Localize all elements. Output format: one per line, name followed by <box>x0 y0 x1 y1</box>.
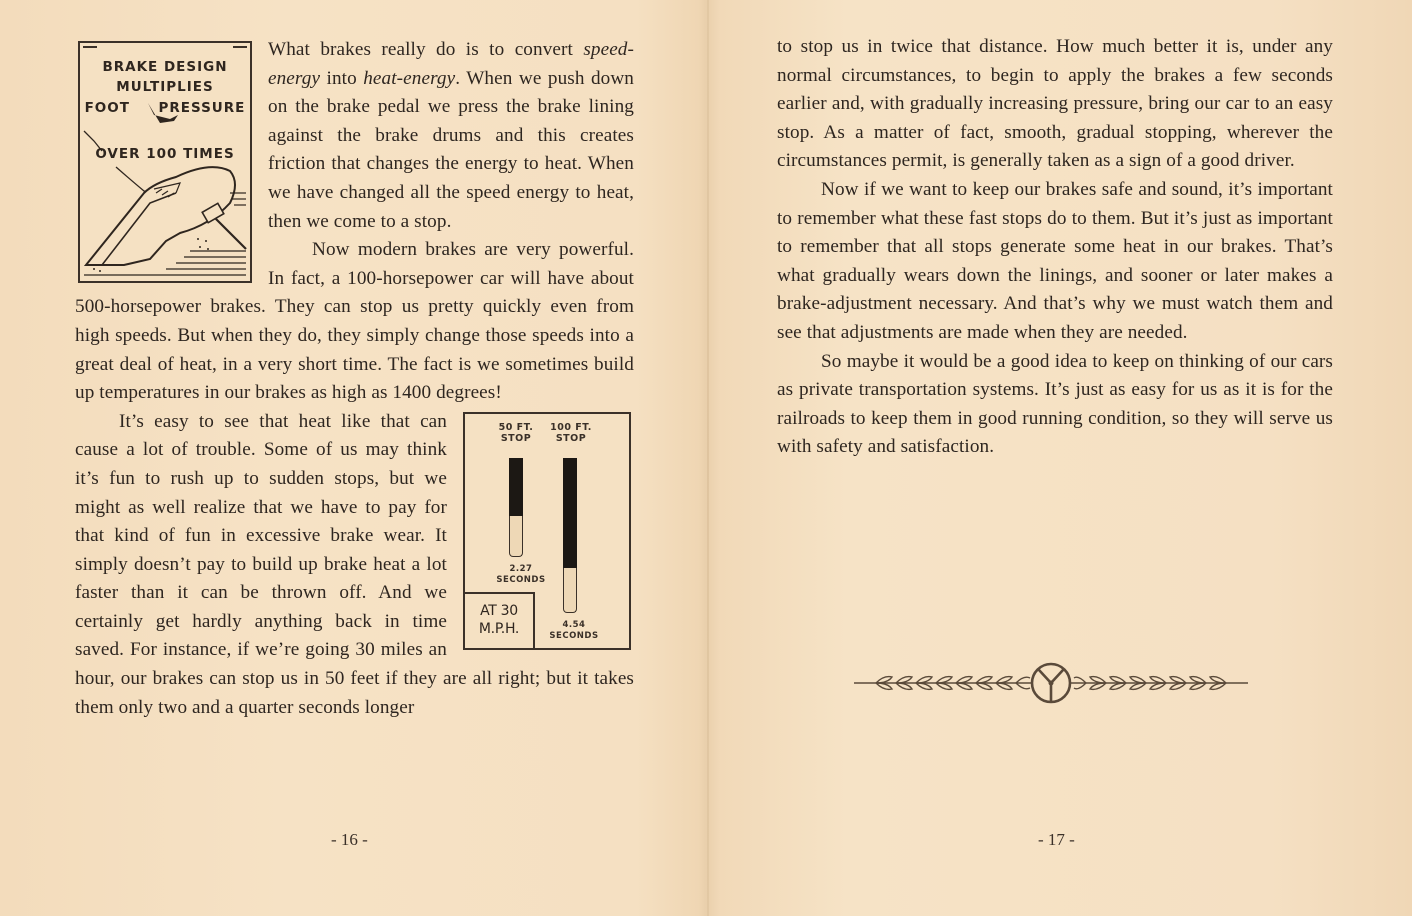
bar-label-line: 100 FT. <box>550 421 592 433</box>
bar-50ft-pencil-tip <box>509 516 523 557</box>
illustration-caption-line: MULTIPLIES <box>116 79 214 95</box>
speed-condition-label <box>465 602 533 638</box>
bar-label-line: STOP <box>500 432 532 444</box>
time-label-227 <box>489 564 553 586</box>
time-value: 4.54 <box>562 619 586 630</box>
text-span: into <box>320 67 364 89</box>
bar-label-100ft <box>549 422 593 444</box>
illustration-caption-line: FOOT PRESSURE <box>84 100 246 116</box>
bar-100ft-stop <box>563 458 577 568</box>
speed-line: M.P.H. <box>478 620 520 637</box>
illustration-caption-line: BRAKE DESIGN <box>102 59 228 75</box>
bar-label-50ft <box>495 422 537 444</box>
speed-line: AT 30 <box>480 602 518 619</box>
emphasis-speed-energy: speed-energy <box>268 39 634 89</box>
left-text-column <box>75 36 634 722</box>
speed-condition-box <box>465 592 535 648</box>
paragraph-gradual-stopping: to stop us in twice that distance. How much better it is, under any normal circumstances, to begin to apply the brakes a few seconds earlier and, with gradually increasing pressure, bring our car to an easy stop. As a matter of fact, smooth, gradual stopping, wherever the circumstances permit, is generally taken as a sign of a good driver. <box>777 36 1333 172</box>
steering-wheel-ornament-icon <box>846 650 1256 710</box>
time-value: 2.27 <box>509 563 533 574</box>
paragraph-transportation-systems: So maybe it would be a good idea to keep on thinking of our cars as private transportation systems. It’s just as easy for us as it is for the railroads to keep them in good running condition, so they will serve us with safety and satisfaction. <box>777 350 1333 458</box>
illustration-caption-line: OVER 100 TIMES <box>95 146 235 162</box>
page-right <box>709 0 1412 916</box>
bar-label-line: 50 FT. <box>498 421 534 433</box>
paragraph-heat-trouble: It’s easy to see that heat like that can cause a lot of trouble. Some of us may think it’s fun to rush up to sudden stops, but we might as well realize that we have to pay for that kind of fun in excessive brake wear. It simply doesn’t pay to build up brake heat a lot faster than it can be thrown off. And we certainly get hardly anything back in time saved. For instance, if we’re going 30 miles an hour, our brakes can stop us in 50 feet if they are all right; but it takes them only two and a quarter seconds longer <box>75 410 634 718</box>
page-number-left: - 16 - <box>331 830 368 849</box>
text-span: What brakes really do is to convert <box>268 39 584 60</box>
page-number-right: - 17 - <box>1038 830 1075 849</box>
text-span: . When we push down on the brake pedal we press the brake lining against the brake drums and this creates friction that changes the energy to heat. When we have changed all the speed energy to heat, then we come to a stop. <box>268 67 634 232</box>
bar-100ft-pencil-tip <box>563 568 577 613</box>
brake-pedal-illustration <box>78 41 252 283</box>
time-label-454 <box>541 620 607 642</box>
bar-label-line: STOP <box>555 432 587 444</box>
emphasis-heat-energy: heat-energy <box>363 67 456 89</box>
paragraph-brake-wear: Now if we want to keep our brakes safe and sound, it’s important to remember what these fast stops do to them. But it’s just as important to remember that all stops generate some heat in our brakes. That’s what gradually wears down the linings, and sooner or later makes a brake-adjustment necessary. And that’s why we must watch them and see that adjustments are made when they are needed. <box>777 178 1333 343</box>
paragraph-modern-brakes: Now modern brakes are very powerful. In fact, a 100-horsepower car will have about 500-horsepower brakes. They can stop us pretty quickly even from high speeds. But when they do, they simply change those speeds into a great deal of heat, in a very short time. The fact is we sometimes build up temperatures in our brakes as high as 1400 degrees! <box>75 239 634 404</box>
right-text-column <box>777 33 1333 462</box>
time-unit: SECONDS <box>549 630 599 641</box>
bar-50ft-stop <box>509 458 523 516</box>
time-unit: SECONDS <box>496 574 546 585</box>
stopping-distance-chart <box>463 412 631 650</box>
